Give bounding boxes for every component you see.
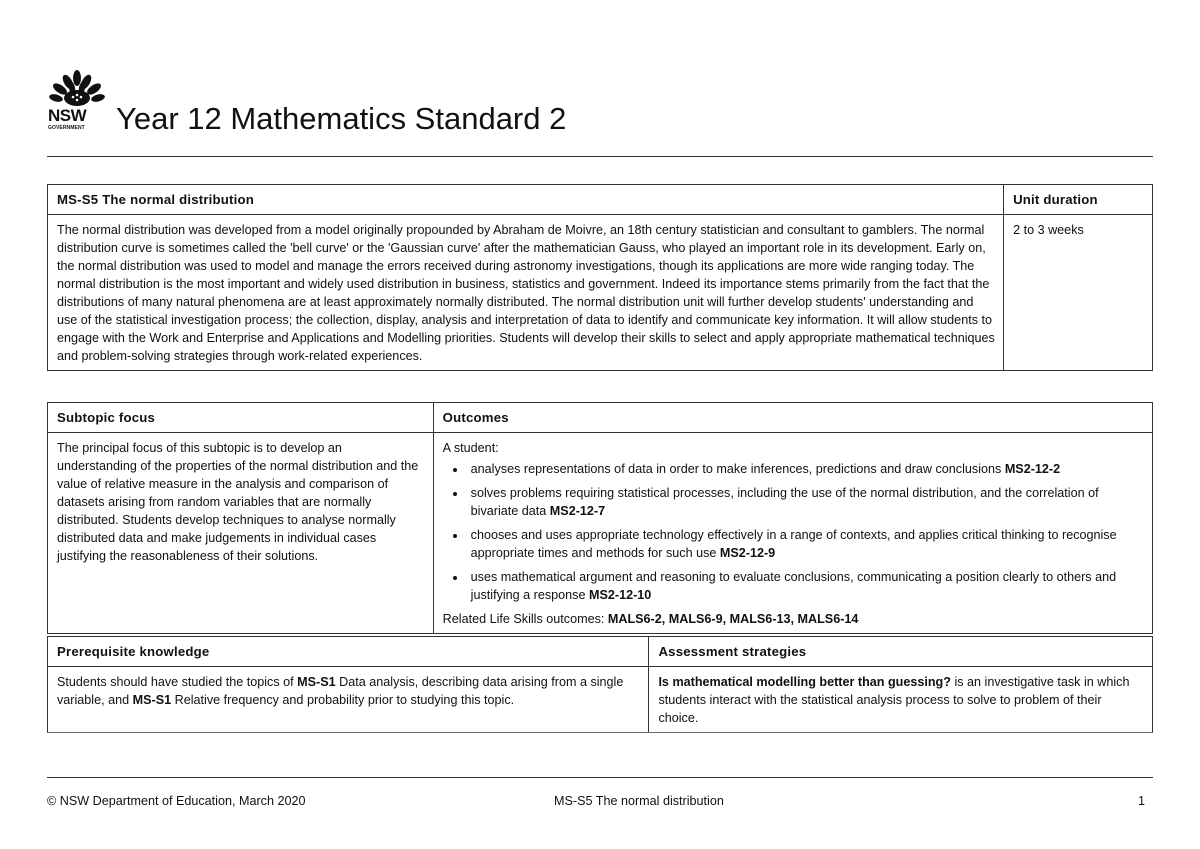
- waratah-icon: [47, 68, 107, 108]
- life-skills-codes: MALS6-2, MALS6-9, MALS6-13, MALS6-14: [607, 612, 859, 626]
- prerequisite-heading: Prerequisite knowledge: [48, 637, 649, 667]
- table-row: [48, 667, 1153, 733]
- outcomes-cell: [433, 433, 1152, 634]
- unit-duration-value: 2 to 3 weeks: [1004, 215, 1153, 371]
- footer-copyright: © NSW Department of Education, March 2020: [47, 794, 306, 808]
- table-header-row: [48, 637, 1153, 667]
- logo-wordmark: NSW: [48, 106, 87, 125]
- prerequisite-text: [48, 667, 649, 733]
- outcome-text: uses mathematical argument and reasoning to evaluate conclusions, communicating a position clearly to others and justifying a response: [470, 570, 1117, 602]
- assessment-text: [649, 667, 1153, 733]
- outcome-text: solves problems requiring statistical processes, including the use of the normal distribution, and the correlation of bivariate data: [470, 486, 1099, 518]
- page-title: Year 12 Mathematics Standard 2: [116, 101, 567, 136]
- subtopic-focus-heading: Subtopic focus: [48, 403, 434, 433]
- life-skills-outcomes: [443, 610, 1144, 628]
- page-header: [47, 68, 1153, 157]
- outcomes-intro: A student:: [442, 441, 499, 455]
- footer-document-title: MS-S5 The normal distribution: [554, 794, 724, 808]
- subtopic-focus-text: The principal focus of this subtopic is to develop an understanding of the properties of the normal distribution and the value of relative measure in the analysis and comparison of datasets arising from random variables that are normally distributed. Students develop techniques to analyse normally distributed data and make judgements in individual cases justifying the reasonableness of their solutions.: [48, 433, 434, 634]
- table-row: [48, 215, 1153, 371]
- table-row: [48, 433, 1153, 634]
- unit-duration-heading: Unit duration: [1004, 185, 1153, 215]
- prereq-text-part: Relative frequency and probability prior to studying this topic.: [171, 693, 515, 707]
- page-number: 1: [1137, 794, 1145, 808]
- life-skills-label: Related Life Skills outcomes:: [442, 612, 608, 626]
- unit-overview-table: [47, 184, 1153, 371]
- nsw-government-logo: [47, 68, 107, 132]
- prereq-topic-code: MS-S1: [297, 675, 336, 689]
- outcomes-heading: Outcomes: [433, 403, 1152, 433]
- unit-description: The normal distribution was developed from a model originally propounded by Abraham de Moivre, an 18th century statistician and consultant to gamblers. The normal distribution curve is sometimes called the 'bell curve' or the 'Gaussian curve' after the mathematician Gauss, who played an important role in its development. Early on, the normal distribution was used to model and manage the errors received during astronomy investigations, though its applications are more wide ranging today. The normal distribution is the most important and widely used distribution in business, statistics and government. Indeed its importance stems primarily from the fact that the distributions of many natural phenomena are at least approximately normally distributed. The normal distribution unit will further develop students' understanding and use of the statistical investigation process; the collection, display, analysis and interpretation of data to identify and communicate key information. It will allow students to engage with the Work and Enterprise and Applications and Modelling priorities. Students will develop their skills to select and apply appropriate mathematical techniques and problem-solving strategies through work-related experiences.: [48, 215, 1004, 371]
- outcome-text: analyses representations of data in order to make inferences, predictions and draw conclusions: [470, 462, 1005, 476]
- outcomes-list: [443, 460, 1144, 604]
- list-item: [467, 526, 1144, 562]
- prerequisite-assessment-table: [47, 636, 1153, 733]
- outcome-code: MS2-12-10: [588, 588, 652, 602]
- outcome-code: MS2-12-9: [719, 546, 776, 560]
- outcome-code: MS2-12-7: [549, 504, 606, 518]
- assessment-task-title: Is mathematical modelling better than guessing?: [658, 675, 951, 689]
- table-header-row: [48, 403, 1153, 433]
- outcome-code: MS2-12-2: [1004, 462, 1061, 476]
- list-item: [467, 568, 1144, 604]
- subtopic-outcomes-table: [47, 402, 1153, 634]
- list-item: [467, 484, 1144, 520]
- prereq-text-part: Students should have studied the topics of: [57, 675, 298, 689]
- outcome-text: chooses and uses appropriate technology effectively in a range of contexts, and applies critical thinking to recognise appropriate times and methods for such use: [470, 528, 1117, 560]
- table-header-row: [48, 185, 1153, 215]
- prereq-text-part: Data analysis, describing data arising from a single variable, and: [57, 675, 624, 707]
- logo-subtitle: GOVERNMENT: [48, 125, 85, 131]
- unit-heading: MS-S5 The normal distribution: [48, 185, 1004, 215]
- list-item: [467, 460, 1144, 478]
- assessment-task-description: is an investigative task in which students interact with the statistical analysis process to solve to problem of their choice.: [658, 675, 1130, 725]
- assessment-heading: Assessment strategies: [649, 637, 1153, 667]
- page-footer: [47, 777, 1153, 818]
- prereq-topic-code: MS-S1: [132, 693, 172, 707]
